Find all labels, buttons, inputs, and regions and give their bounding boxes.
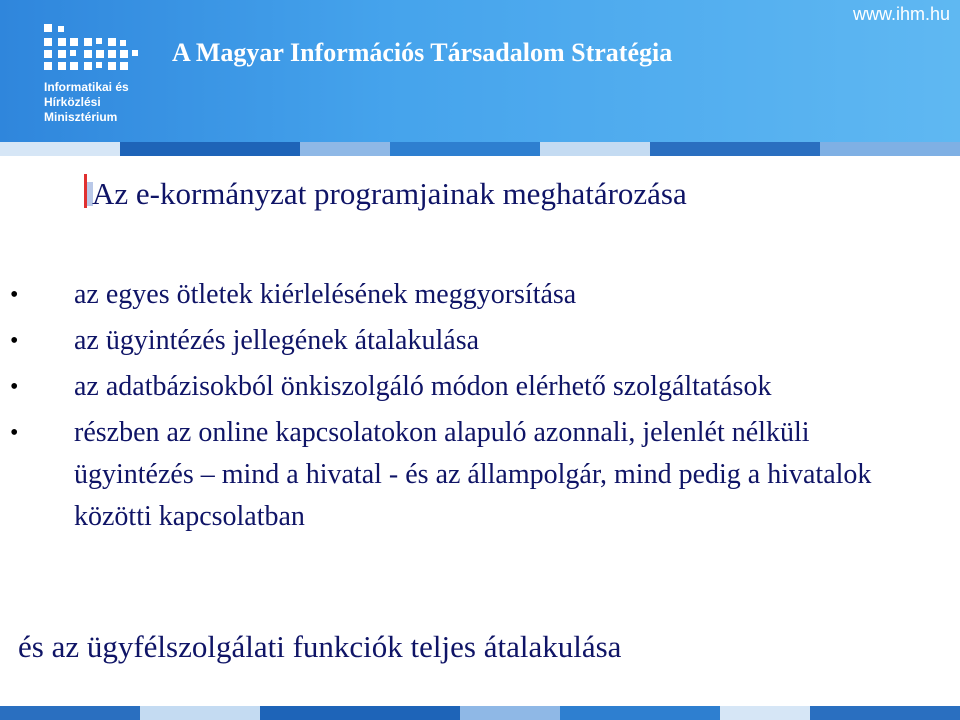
list-item (0, 412, 960, 538)
logo-line: Minisztérium (44, 110, 118, 124)
bullet-dot-icon: • (10, 374, 19, 400)
list-item (0, 274, 960, 316)
bullet-dot-icon: • (10, 420, 19, 446)
bullet-text: az egyes ötletek kiérlelésének meggyorsítása (74, 279, 577, 310)
bullet-dot-icon: • (10, 328, 19, 354)
slide-title: Az e-kormányzat programjainak meghatározása (92, 176, 687, 211)
logo-text (44, 80, 129, 125)
bullet-text: az adatbázisokból önkiszolgáló módon elérhető szolgáltatások (74, 371, 772, 402)
bullet-text: részben az online kapcsolatokon alapuló azonnali, jelenlét nélküli ügyintézés – mind a hivatal - és az állampolgár, mind pedig a hivatalok közötti kapcsolatban (74, 417, 872, 532)
logo-line: Informatikai és (44, 80, 129, 94)
logo-line: Hírközlési (44, 95, 101, 109)
closing-line: és az ügyfélszolgálati funkciók teljes átalakulása (18, 629, 622, 664)
site-url[interactable]: www.ihm.hu (852, 4, 950, 24)
list-item (0, 366, 960, 408)
header-banner (0, 0, 960, 150)
bullet-text: az ügyintézés jellegének átalakulása (74, 325, 480, 356)
decorative-stripe-top (0, 142, 960, 156)
list-item (0, 320, 960, 362)
bullet-list (0, 274, 960, 542)
decorative-stripe-bottom (0, 706, 960, 720)
header-title: A Magyar Információs Társadalom Stratégia (172, 38, 673, 67)
bullet-dot-icon: • (10, 282, 19, 308)
